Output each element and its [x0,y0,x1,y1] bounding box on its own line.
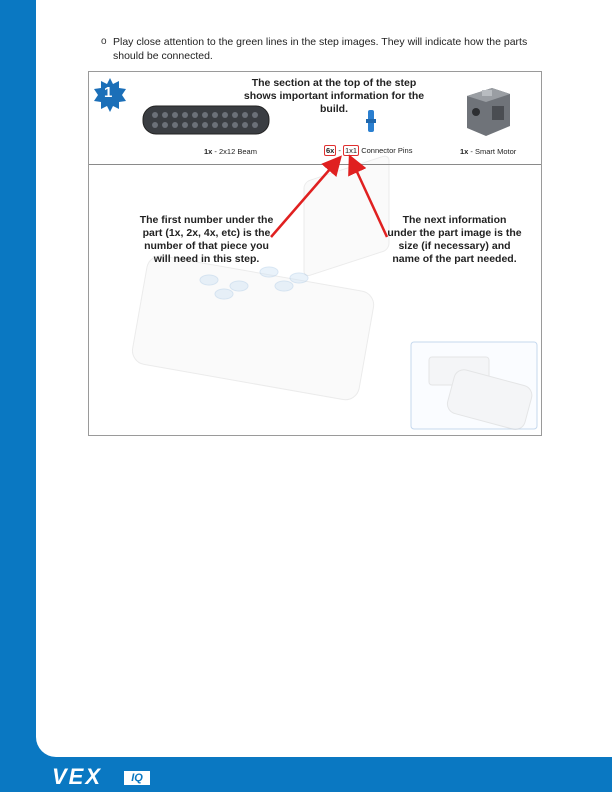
part-label-motor: 1x - Smart Motor [460,147,517,156]
instruction-text: Play close attention to the green lines in the step images. They will indicate how the parts should be connected. [113,36,528,62]
part-label-pins: 6x - 1x1 Connector Pins [326,146,413,155]
size-highlight: 1x1 [345,146,358,155]
arrow-to-qty [271,161,337,237]
callout-left: The first number under the part (1x, 2x, 4x, etc) is the number of that piece you will need in this step. [139,214,274,265]
arrow-to-size [352,161,387,237]
step-number: 1 [104,84,113,101]
vex-logo: VEX [52,764,103,789]
part-label-beam: 1x - 2x12 Beam [204,147,257,156]
iq-logo-badge: IQ [124,771,150,785]
qty-highlight: 6x [326,146,335,155]
header-callout: The section at the top of the step shows important information for the build. [243,77,425,115]
build-step-figure [88,71,542,436]
annotation-arrows [89,72,541,435]
callout-right: The next information under the part image is the size (if necessary) and name of the part needed. [387,214,522,265]
bullet-marker: o [101,36,107,47]
